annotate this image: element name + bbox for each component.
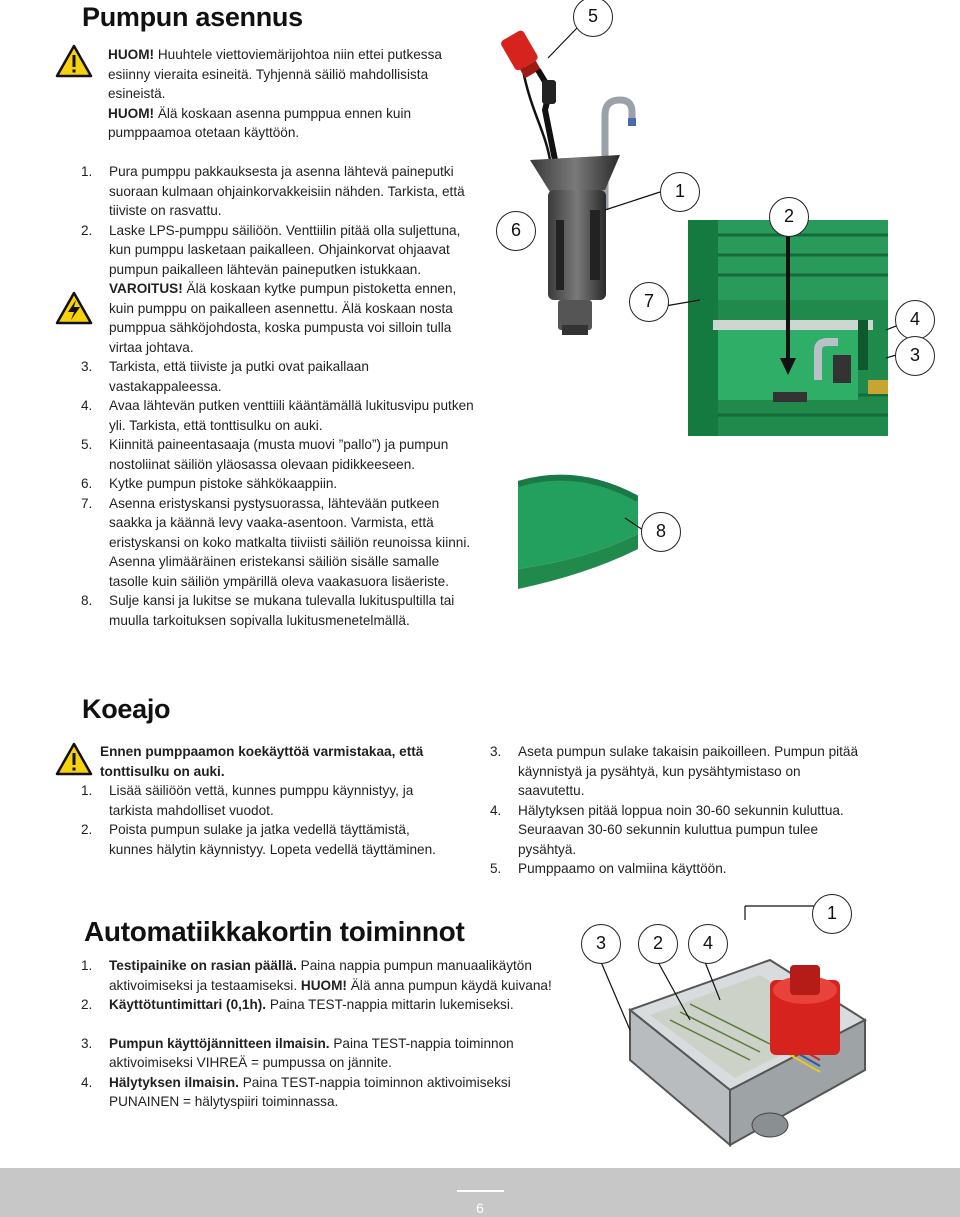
pump-illustration (500, 20, 650, 340)
automation-step: 3. Pumpun käyttöjännitteen ilmaisin. Paina TEST-nappia toiminnon aktivoimiseksi VIHREÄ = pumpussa on jännite. (81, 1035, 514, 1070)
test-run-step: 4. Hälytyksen pitää loppua noin 30-60 sekunnin kuluttua. Seuraavan 30-60 sekunnin kuluttua pumpun tulee pysähtyä. (490, 802, 844, 857)
callout-4: 4 (688, 924, 728, 964)
install-step: 7. Asenna eristyskansi pystysuorassa, lähtevään putkeen saakka ja käännä levy vaaka-asentoon. Varmista, että eristyskansi on koko matkalta tiiviisti säiliön reunoissa kiinni. Asenna ylimääräinen eristekansi säiliön sisälle samalle tasolle kuin säiliön ympärillä oleva vaakasuora lisäeriste. (81, 495, 471, 589)
test-run-steps-right (490, 742, 870, 879)
test-run-step: 5. Pumppaamo on valmiina käyttöön. (490, 861, 727, 876)
automation-step: 2. Käyttötuntimittari (0,1h). Paina TEST-nappia mittarin lukemiseksi. (81, 997, 514, 1012)
footer-rule (457, 1190, 504, 1192)
callout-2: 2 (638, 924, 678, 964)
test-run-steps-left (81, 781, 451, 859)
install-steps (81, 162, 481, 630)
page-number: 6 (476, 1200, 484, 1216)
callout-1: 1 (812, 894, 852, 934)
install-step: 5. Kiinnitä paineentasaaja (musta muovi ”pallo”) ja pumpun nostoliinat säiliön yläosassa olevaan pidikkeeseen. (81, 437, 449, 472)
install-step: 8. Sulje kansi ja lukitse se mukana tulevalla lukituspultilla tai muulla tarkoituksen sopivalla lukitusmenetelmällä. (81, 593, 455, 628)
install-step-warning: VAROITUS! Älä koskaan kytke pumpun pistoketta ennen, kuin pumppu on paikalleen asennettu. Älä koskaan nosta pumppua sähköjohdosta, koska pumpusta voi silloin tulla virtaa johtava. (109, 281, 457, 355)
callout-6: 6 (496, 211, 536, 251)
callout-5: 5 (573, 0, 613, 37)
callout-7: 7 (629, 282, 669, 322)
callout-1: 1 (660, 172, 700, 212)
test-run-warning: Ennen pumppaamon koekäyttöä varmistakaa, että tonttisulku on auki. (100, 744, 424, 779)
automation-step: 1. Testipainike on rasian päällä. Paina nappia pumpun manuaalikäytön aktivoimiseksi ja testaamiseksi. HUOM! Älä anna pumpun käydä kuivana! (81, 958, 552, 993)
install-step: 1. Pura pumppu pakkauksesta ja asenna lähtevä paineputki suoraan kulmaan ohjainkorvakkeisiin nähden. Tarkista, että tiiviste on rasvattu. (81, 164, 465, 218)
note-1: HUOM! Huuhtele viettoviemärijohtoa niin ettei putkessa esiinny vieraita esineitä. Tyhjennä säiliö mahdollisista esineistä. (108, 47, 442, 101)
install-step: 6. Kytke pumpun pistoke sähkökaappiin. (81, 476, 338, 491)
control-box-illustration (620, 940, 870, 1150)
section-title-automation-card: Automatiikkakortin toiminnot (84, 916, 465, 947)
test-run-step: 2. Poista pumpun sulake ja jatka vedellä täyttämistä, kunnes hälytin käynnistyy. Lopeta vedellä täyttäminen. (81, 822, 436, 857)
tank-lid-illustration (518, 474, 638, 594)
warning-icon (55, 44, 93, 78)
install-step: 4. Avaa lähtevän putken venttiili kääntämällä lukitusvipu putken yli. Tarkista, että tonttisulku on auki. (81, 398, 474, 433)
callout-8: 8 (641, 512, 681, 552)
note-2: HUOM! Älä koskaan asenna pumppua ennen kuin pumppaamoa otetaan käyttöön. (108, 105, 412, 140)
electric-hazard-icon (55, 291, 93, 325)
test-run-step: 3. Aseta pumpun sulake takaisin paikoilleen. Pumpun pitää käynnistyä ja pysähtyä, kun pysähtymistaso on saavutettu. (490, 744, 859, 798)
install-notes (108, 45, 488, 143)
install-step: 2. Laske LPS-pumppu säiliöön. Venttiilin pitää olla suljettuna, kun pumppu lasketaan paikalleen. Ohjainkorvat ohjaavat pumpun paikalleen lähtevän paineputken istukkaan. (81, 222, 461, 277)
callout-2: 2 (769, 197, 809, 237)
callout-3: 3 (581, 924, 621, 964)
warning-icon (55, 742, 93, 776)
tank-cutaway-illustration (688, 220, 888, 436)
test-run-step: 1. Lisää säiliöön vettä, kunnes pumppu käynnistyy, ja tarkista mahdolliset vuodot. (81, 783, 414, 818)
automation-step: 4. Hälytyksen ilmaisin. Paina TEST-nappia toiminnon aktivoimiseksi PUNAINEN = hälytyspiiri toiminnassa. (81, 1074, 511, 1109)
section-title-installation: Pumpun asennus (82, 2, 303, 32)
callout-4: 4 (895, 300, 935, 340)
automation-steps (81, 956, 561, 1112)
page-footer (0, 1168, 960, 1217)
install-step: 3. Tarkista, että tiiviste ja putki ovat paikallaan vastakappaleessa. (81, 359, 369, 394)
section-title-test-run: Koeajo (82, 694, 171, 724)
callout-3: 3 (895, 336, 935, 376)
